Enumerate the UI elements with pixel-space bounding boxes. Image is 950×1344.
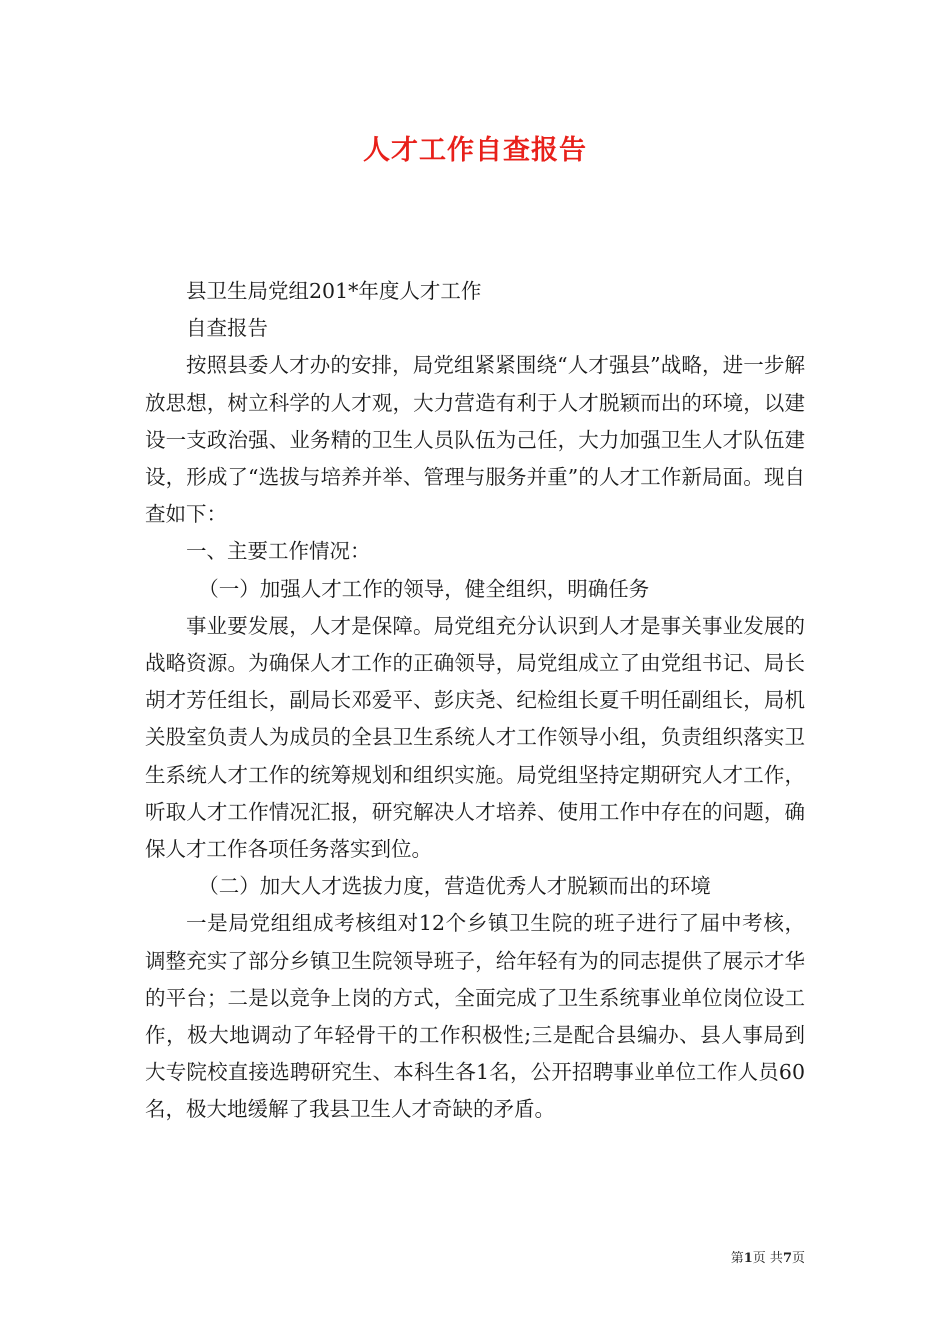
footer-current-page: 1: [743, 1251, 753, 1266]
body-paragraph-1: 事业要发展，人才是保障。局党组充分认识到人才是事关事业发展的战略资源。为确保人才工作的正确领导，局党组成立了由党组书记、局长胡才芳任组长，副局长邓爱平、彭庆尧、纪检组长夏千明任副组长，局机关股室负责人为成员的全县卫生系统人才工作领导小组，负责组织落实卫生系统人才工作的统筹规划和组织实施。局党组坚持定期研究人才工作，听取人才工作情况汇报，研究解决人才培养、使用工作中存在的问题，确保人才工作各项任务落实到位。: [145, 613, 805, 862]
footer-suffix: 页: [791, 1251, 805, 1266]
report-heading-line-1: 县卫生局党组201*年度人才工作: [186, 279, 482, 303]
report-heading-line-2: 自查报告: [186, 316, 268, 341]
subsection-heading-2: （二）加大人才选拔力度，营造优秀人才脱颖而出的环境: [198, 874, 711, 899]
section-heading: 一、主要工作情况：: [186, 539, 371, 564]
intro-paragraph: 按照县委人才办的安排，局党组紧紧围绕“人才强县”战略，进一步解放思想，树立科学的人才观，大力营造有利于人才脱颖而出的环境，以建设一支政治强、业务精的卫生人员队伍为己任，大力加强卫生人才队伍建设，形成了“选拔与培养并举、管理与服务并重”的人才工作新局面。现自查如下：: [145, 353, 805, 527]
page-number-footer: [731, 1247, 805, 1266]
document-body: [145, 273, 805, 1129]
document-title: 人才工作自查报告: [363, 135, 587, 166]
footer-prefix: 第: [730, 1251, 744, 1266]
body-paragraph-2: 一是局党组组成考核组对12个乡镇卫生院的班子进行了届中考核，调整充实了部分乡镇卫生院领导班子，给年轻有为的同志提供了展示才华的平台；二是以竞争上岗的方式，全面完成了卫生系统事业单位岗位设工作，极大地调动了年轻骨干的工作积极性;三是配合县编办、县人事局到大专院校直接选聘研究生、本科生各1名，公开招聘事业单位工作人员60名，极大地缓解了我县卫生人才奇缺的矛盾。: [145, 911, 805, 1122]
subsection-heading-1: （一）加强人才工作的领导，健全组织，明确任务: [198, 576, 650, 601]
footer-total-pages: 7: [782, 1251, 792, 1266]
footer-middle: 页 共: [752, 1251, 783, 1266]
